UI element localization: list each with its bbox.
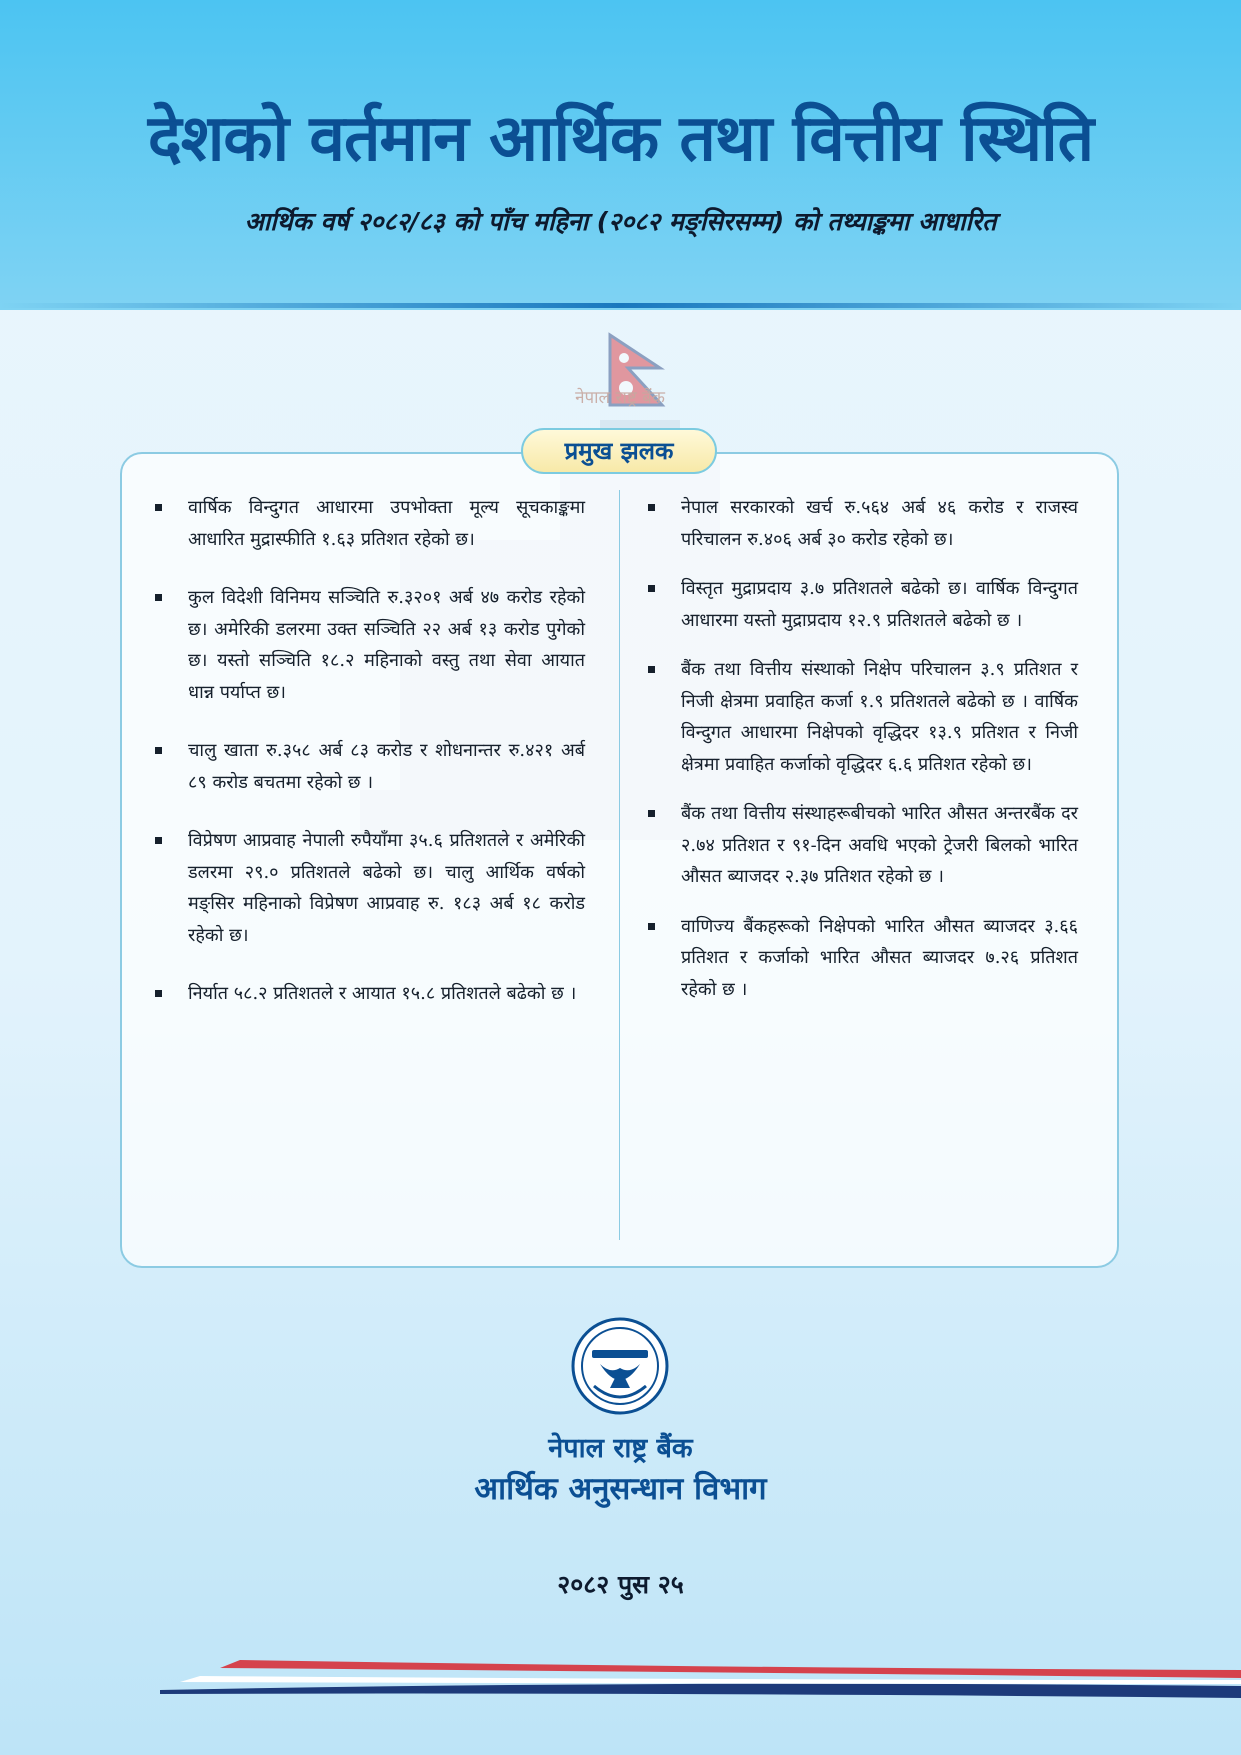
flag-ribbon <box>160 1650 1241 1710</box>
header-divider <box>0 303 1241 308</box>
highlight-commercial-bank-rates: वाणिज्य बैंकहरूको निक्षेपको भारित औसत ब्याजदर ३.६६ प्रतिशत र कर्जाको भारित औसत ब्याजदर ७.२६ प्रतिशत रहेको छ । <box>648 911 1078 1006</box>
watermark-bank-name: नेपाल राष्ट्र बैंक <box>575 388 665 408</box>
organization-name: नेपाल राष्ट्र बैंक <box>548 1433 693 1464</box>
highlights-badge: प्रमुख झलक <box>521 428 717 474</box>
highlight-remittance: विप्रेषण आप्रवाह नेपाली रुपैयाँमा ३५.६ प्रतिशतले र अमेरिकी डलरमा २९.० प्रतिशतले बढेको छ। चालु आर्थिक वर्षको मङ्सिर महिनाको विप्रेषण आप्रवाह रु. १८३ अर्ब १८ करोड रहेको छ। <box>155 825 585 951</box>
column-divider <box>619 490 620 1240</box>
highlight-current-account: चालु खाता रु.३५८ अर्ब ८३ करोड र शोधनान्तर रु.४२१ अर्ब ८९ करोड बचतमा रहेको छ । <box>155 735 585 798</box>
page-subtitle: आर्थिक वर्ष २०८२/८३ को पाँच महिना (२०८२ मङ्सिरसम्म) को तथ्याङ्कमा आधारित <box>244 207 997 236</box>
highlights-left-column <box>155 492 585 1037</box>
publication-date: २०८२ पुस २५ <box>557 1570 684 1599</box>
highlights-right-column <box>648 492 1078 1023</box>
central-bank-seal-icon <box>570 1316 670 1416</box>
highlight-government-finance: नेपाल सरकारको खर्च रु.५६४ अर्ब ४६ करोड र राजस्व परिचालन रु.४०६ अर्ब ३० करोड रहेको छ। <box>648 492 1078 555</box>
highlight-money-supply: विस्तृत मुद्राप्रदाय ३.७ प्रतिशतले बढेको छ। वार्षिक विन्दुगत आधारमा यस्तो मुद्राप्रदाय १२.९ प्रतिशतले बढेको छ । <box>648 573 1078 636</box>
highlight-inflation: वार्षिक विन्दुगत आधारमा उपभोक्ता मूल्य सूचकाङ्कमा आधारित मुद्रास्फीति १.६३ प्रतिशत रहेको छ। <box>155 492 585 555</box>
page-title: देशको वर्तमान आर्थिक तथा वित्तीय स्थिति <box>147 102 1094 176</box>
department-name: आर्थिक अनुसन्धान विभाग <box>474 1471 767 1507</box>
highlight-deposits-credit: बैंक तथा वित्तीय संस्थाको निक्षेप परिचालन ३.९ प्रतिशत र निजी क्षेत्रमा प्रवाहित कर्जा १.९ प्रतिशतले बढेको छ । वार्षिक विन्दुगत आधारमा निक्षेपको वृद्धिदर १३.९ प्रतिशत र निजी क्षेत्रमा प्रवाहित कर्जाको वृद्धिदर ६.६ प्रतिशत रहेको छ। <box>648 654 1078 780</box>
highlight-trade: निर्यात ५८.२ प्रतिशतले र आयात १५.८ प्रतिशतले बढेको छ । <box>155 978 585 1010</box>
highlight-interbank-rate: बैंक तथा वित्तीय संस्थाहरूबीचको भारित औसत अन्तरबैंक दर २.७४ प्रतिशत र ९१-दिन अवधि भएको ट्रेजरी बिलको भारित औसत ब्याजदर २.३७ प्रतिशत रहेको छ । <box>648 798 1078 893</box>
highlight-forex-reserves: कुल विदेशी विनिमय सञ्चिति रु.३२०१ अर्ब ४७ करोड रहेको छ। अमेरिकी डलरमा उक्त सञ्चिति २२ अर्ब १३ करोड पुगेको छ। यस्तो सञ्चिति १८.२ महिनाको वस्तु तथा सेवा आयात धान्न पर्याप्त छ। <box>155 582 585 708</box>
